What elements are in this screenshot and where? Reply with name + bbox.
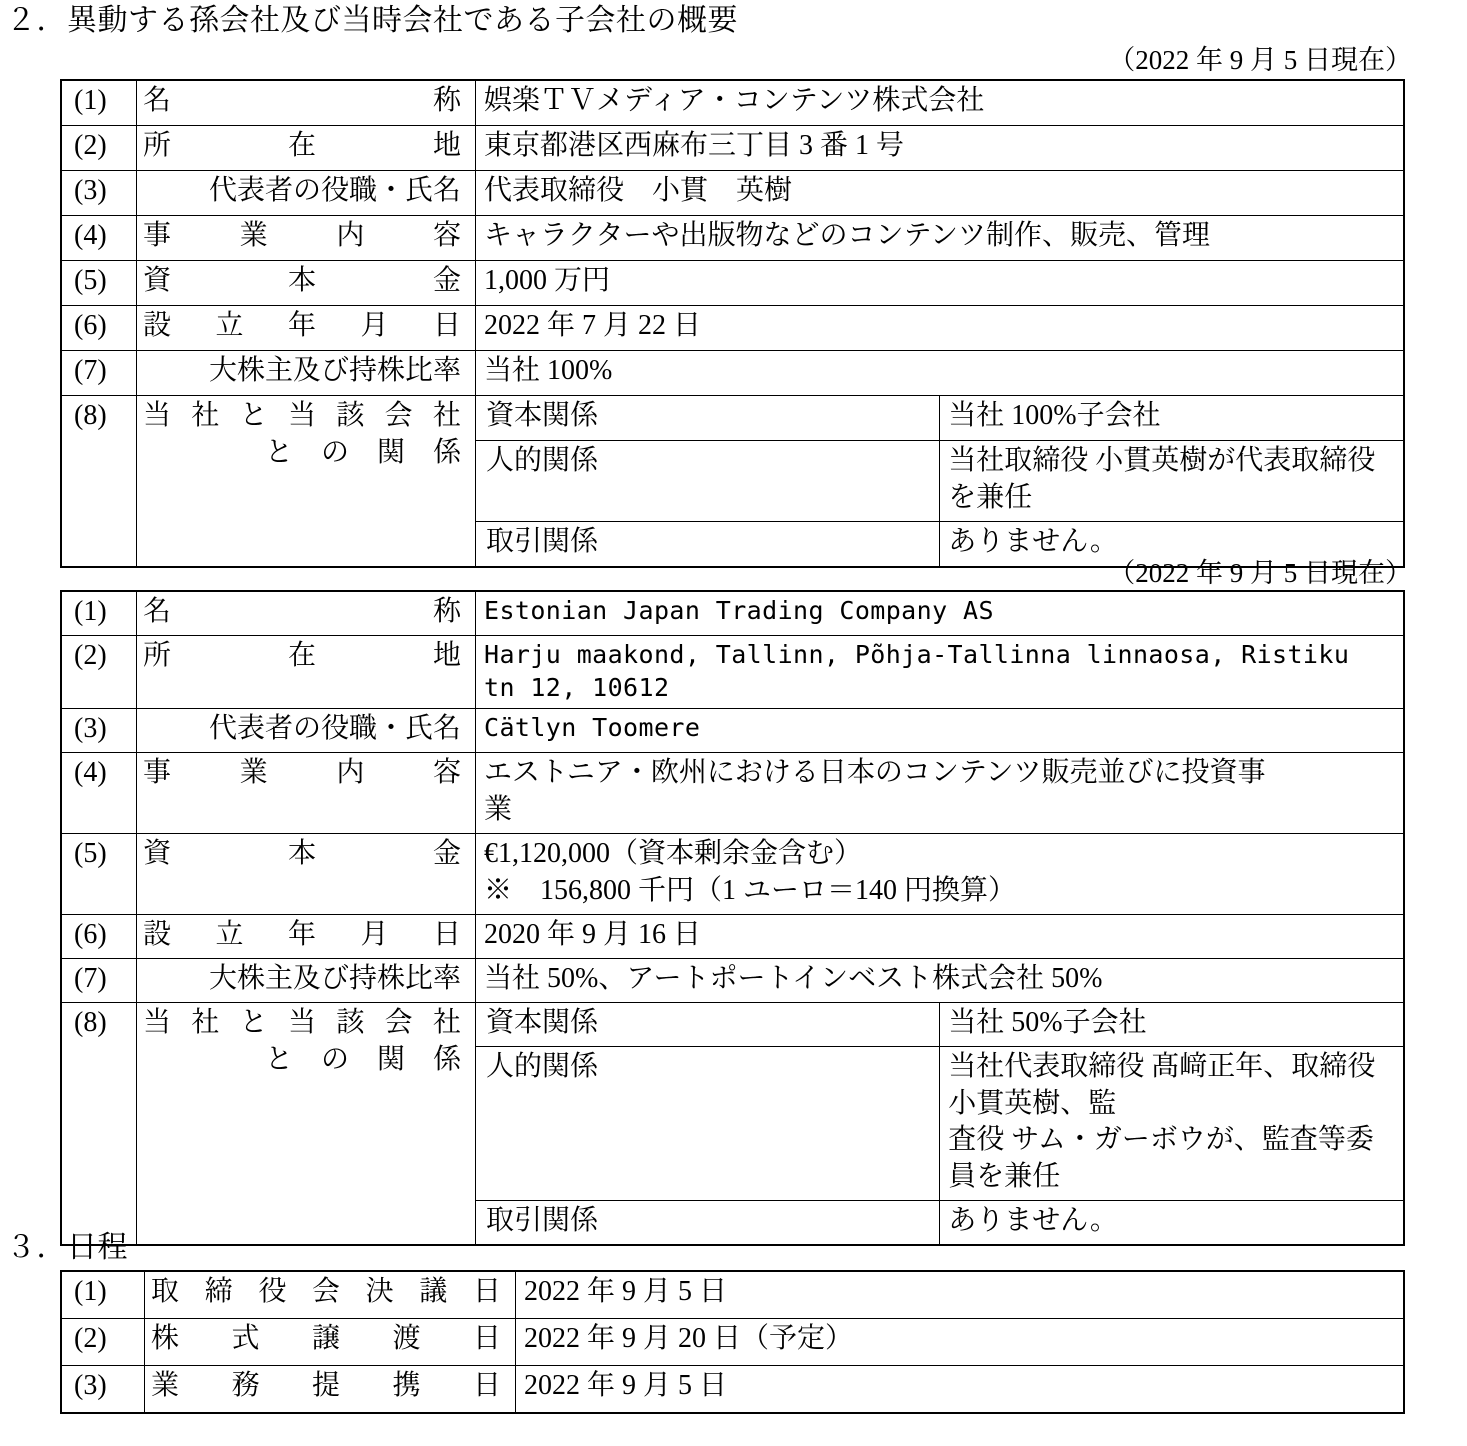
row-label <box>145 1271 516 1319</box>
value-line: tn 12, 10612 <box>484 672 670 702</box>
row-label-line-1: 当社と当該会社 <box>143 400 461 431</box>
row-label <box>137 958 476 1002</box>
table-row <box>61 80 1404 126</box>
sub-row-value: 当社 100%子会社 <box>940 396 1404 441</box>
row-label <box>137 126 476 171</box>
row-value <box>476 833 1405 914</box>
row-label-text: 設 立 年 月 日 <box>143 310 461 341</box>
row-number: (3) <box>61 1366 145 1414</box>
row-value: 娯楽ＴＶメディア・コンテンツ株式会社 <box>476 80 1405 126</box>
asof-date-note-2: （2022 年 9 月 5 日現在） <box>1108 558 1412 588</box>
row-label-text: 大株主及び持株比率 <box>208 962 461 994</box>
sub-row-label: 人的関係 <box>476 1046 940 1201</box>
table-row <box>61 171 1404 216</box>
table-row <box>61 752 1404 833</box>
row-number: (3) <box>61 171 137 216</box>
row-value: キャラクターや出版物などのコンテンツ制作、販売、管理 <box>476 216 1405 261</box>
value-line: ありません。 <box>948 1205 1118 1237</box>
row-number: (2) <box>61 1319 145 1366</box>
row-number: (4) <box>61 752 137 833</box>
table-row <box>61 708 1404 752</box>
table-row <box>61 1319 1404 1366</box>
row-label-text: 資 本 金 <box>143 265 461 296</box>
row-label-text: 名 称 <box>143 85 461 116</box>
row-label-text: 代表者の役職・氏名 <box>208 712 461 744</box>
row-label <box>137 80 476 126</box>
row-number: (3) <box>61 708 137 752</box>
row-label <box>137 351 476 396</box>
table-row <box>61 396 1404 441</box>
row-label <box>137 1002 476 1245</box>
row-number: (5) <box>61 261 137 306</box>
row-label-line-2: と の 関 係 <box>264 436 461 468</box>
row-label-text: 設 立 年 月 日 <box>143 918 461 950</box>
row-number: (1) <box>61 591 137 635</box>
row-value: 東京都港区西麻布三丁目 3 番 1 号 <box>476 126 1405 171</box>
row-number: (6) <box>61 914 137 958</box>
row-label-text: 株式譲渡日 <box>151 1323 501 1354</box>
row-number: (2) <box>61 635 137 708</box>
row-value: 1,000 万円 <box>476 261 1405 306</box>
row-label-text: 所 在 地 <box>143 639 461 671</box>
value-line: 当社 50%子会社 <box>948 1006 1147 1038</box>
section-2-heading: ２．異動する孫会社及び当時会社である子会社の概要 <box>6 4 738 37</box>
row-value: 当社 100% <box>476 351 1405 396</box>
row-label-text: 事 業 内 容 <box>143 220 461 251</box>
row-number: (1) <box>61 80 137 126</box>
table-row <box>61 591 1404 635</box>
row-label <box>137 171 476 216</box>
row-label <box>137 708 476 752</box>
value-line: Cätlyn Toomere <box>484 712 701 742</box>
sub-row-value: ありません。 <box>940 521 1404 567</box>
value-line: 当社代表取締役 髙﨑正年、取締役 小貫英樹、監 <box>948 1050 1376 1119</box>
row-label-text: 名 称 <box>143 596 461 627</box>
row-number: (1) <box>61 1271 145 1319</box>
value-line: 2020 年 9 月 16 日 <box>484 918 702 950</box>
row-number: (8) <box>61 396 137 567</box>
sub-row-label: 資本関係 <box>476 396 940 441</box>
value-line: 査役 サム・ガーボウが、監査等委員を兼任 <box>948 1124 1374 1193</box>
sub-row-value <box>940 1002 1404 1046</box>
sub-row-value <box>940 1046 1404 1201</box>
row-label <box>137 635 476 708</box>
row-label <box>137 306 476 351</box>
sub-row-value: 当社取締役 小貫英樹が代表取締役を兼任 <box>940 441 1404 522</box>
table-row <box>61 1366 1404 1414</box>
value-line: 業 <box>484 793 513 825</box>
row-value <box>476 635 1405 708</box>
table-row <box>61 635 1404 708</box>
row-value <box>476 752 1405 833</box>
table-row <box>61 914 1404 958</box>
value-line: Harju maakond, Tallinn, Põhja-Tallinna linnaosa, Ristiku <box>484 639 1350 669</box>
sub-row-value <box>940 1201 1404 1245</box>
table-row <box>61 126 1404 171</box>
row-value: 2022 年 9 月 5 日 <box>516 1271 1405 1319</box>
row-label-text: 大株主及び持株比率 <box>208 355 461 386</box>
row-value <box>476 591 1405 635</box>
schedule-table <box>60 1270 1405 1414</box>
table-row <box>61 958 1404 1002</box>
row-value <box>476 958 1405 1002</box>
row-label-text: 所 在 地 <box>143 130 461 161</box>
row-label <box>145 1319 516 1366</box>
table-row <box>61 216 1404 261</box>
row-label-text: 代表者の役職・氏名 <box>208 175 461 206</box>
sub-row-label: 資本関係 <box>476 1002 940 1046</box>
table-row <box>61 1271 1404 1319</box>
sub-row-label: 取引関係 <box>476 1201 940 1245</box>
table-row <box>61 1002 1404 1046</box>
row-value <box>476 914 1405 958</box>
row-label-line-1: 当社と当該会社 <box>143 1006 461 1038</box>
value-line: ※ 156,800 千円（1 ユーロ＝140 円換算） <box>484 874 1017 906</box>
row-number: (5) <box>61 833 137 914</box>
row-label <box>145 1366 516 1414</box>
row-value: 2022 年 7 月 22 日 <box>476 306 1405 351</box>
row-value: 2022 年 9 月 20 日（予定） <box>516 1319 1405 1366</box>
row-number: (6) <box>61 306 137 351</box>
sub-row-label: 人的関係 <box>476 441 940 522</box>
row-number: (4) <box>61 216 137 261</box>
subsidiary-2-table <box>60 590 1405 1246</box>
section-3-heading: ３．日程 <box>6 1231 128 1264</box>
row-label <box>137 752 476 833</box>
row-label <box>137 216 476 261</box>
row-number: (8) <box>61 1002 137 1245</box>
table-row <box>61 351 1404 396</box>
table-row <box>61 261 1404 306</box>
row-number: (7) <box>61 958 137 1002</box>
row-label <box>137 396 476 567</box>
row-value: 代表取締役 小貫 英樹 <box>476 171 1405 216</box>
table-row <box>61 306 1404 351</box>
row-label-text: 取締役会決議日 <box>151 1276 501 1307</box>
row-label <box>137 914 476 958</box>
table-row <box>61 833 1404 914</box>
subsidiary-1-table <box>60 79 1405 568</box>
row-label-line-2: と の 関 係 <box>264 1043 461 1075</box>
row-label <box>137 833 476 914</box>
row-value: 2022 年 9 月 5 日 <box>516 1366 1405 1414</box>
value-line: エストニア・欧州における日本のコンテンツ販売並びに投資事 <box>484 756 1266 788</box>
row-number: (2) <box>61 126 137 171</box>
row-number: (7) <box>61 351 137 396</box>
row-label-text: 資 本 金 <box>143 837 461 869</box>
row-label-text: 業務提携日 <box>151 1370 501 1401</box>
row-value <box>476 708 1405 752</box>
row-label <box>137 261 476 306</box>
row-label <box>137 591 476 635</box>
value-line: €1,120,000（資本剰余金含む） <box>484 837 863 869</box>
asof-date-note-1: （2022 年 9 月 5 日現在） <box>1108 45 1412 75</box>
sub-row-label: 取引関係 <box>476 521 940 567</box>
value-line: Estonian Japan Trading Company AS <box>484 596 994 625</box>
row-label-text: 事 業 内 容 <box>143 756 461 788</box>
value-line: 当社 50%、アートポートインベスト株式会社 50% <box>484 962 1103 994</box>
